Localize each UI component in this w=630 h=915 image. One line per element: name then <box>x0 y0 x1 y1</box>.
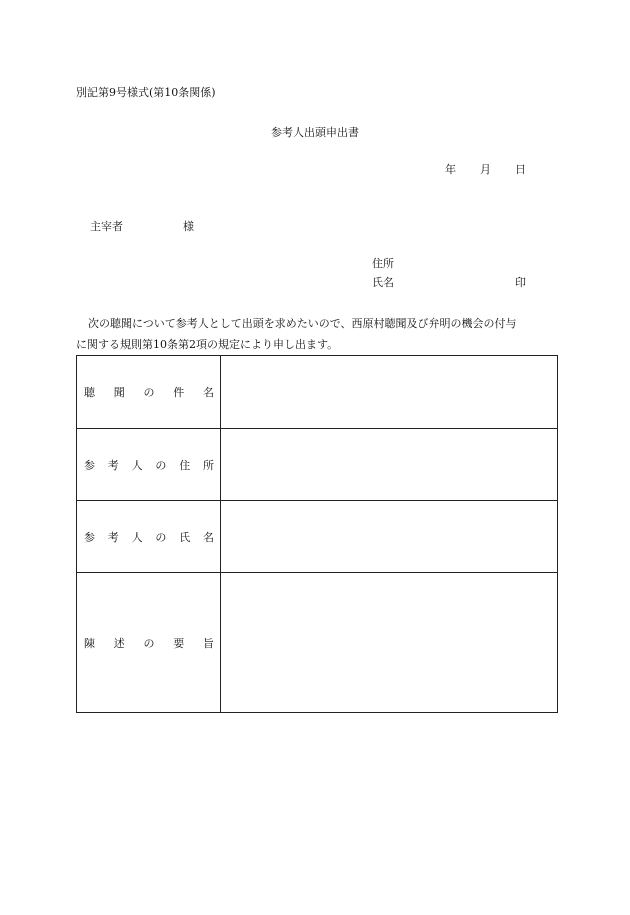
label-char: 聞 <box>113 386 125 399</box>
label-char: 要 <box>173 636 185 650</box>
label-char: 参 <box>84 458 95 472</box>
label-char: 述 <box>113 636 125 650</box>
witness-name-field[interactable] <box>221 501 558 573</box>
label-char: 参 <box>84 530 95 544</box>
date-year-label: 年 <box>445 163 456 176</box>
witness-address-field[interactable] <box>221 429 558 501</box>
applicant-address-label: 住所 <box>372 257 394 270</box>
applicant-name-label: 氏名 <box>372 276 394 289</box>
application-form-table <box>76 355 558 713</box>
row-label-cell <box>77 429 221 501</box>
seal-mark: 印 <box>515 276 526 289</box>
date-month-label: 月 <box>480 163 491 176</box>
statement-summary-field[interactable] <box>221 573 558 713</box>
date-day-label: 日 <box>515 163 526 176</box>
row-label-cell <box>77 501 221 573</box>
row-label-cell <box>77 573 221 713</box>
label-char: の <box>155 530 167 544</box>
label-char: 考 <box>107 530 119 544</box>
label-char: 名 <box>203 386 214 399</box>
label-char: 人 <box>131 458 143 472</box>
label-char: の <box>143 386 155 399</box>
request-statement <box>76 313 566 355</box>
label-char: 所 <box>202 458 214 472</box>
witness-name-label <box>77 529 220 545</box>
statement-line-1: 次の聴聞について参考人として出頭を求めたいので、西原村聴聞及び弁明の機会の付与 <box>88 317 517 330</box>
row-label-cell <box>77 356 221 429</box>
table-row-witness-address <box>77 429 558 501</box>
label-char: 聴 <box>84 386 95 399</box>
form-id: 別記第9号様式(第10条関係) <box>76 86 216 99</box>
addressee-label: 主宰者 <box>90 220 123 233</box>
label-char: の <box>143 636 155 650</box>
statement-line-2: に関する規則第10条第2項の規定により申し出ます。 <box>76 338 339 351</box>
label-char: 陳 <box>84 636 95 650</box>
label-char: 旨 <box>203 636 214 650</box>
table-row-witness-name <box>77 501 558 573</box>
addressee <box>90 218 194 234</box>
table-row-hearing-subject <box>77 356 558 429</box>
addressee-honorific: 様 <box>183 220 194 233</box>
label-char: 件 <box>173 386 185 399</box>
label-char: の <box>155 458 167 472</box>
witness-address-label <box>77 457 220 473</box>
label-char: 氏 <box>179 530 191 544</box>
document-title: 参考人出頭申出書 <box>271 126 359 139</box>
hearing-subject-label <box>77 384 220 400</box>
hearing-subject-field[interactable] <box>221 356 558 429</box>
statement-summary-label <box>77 635 220 651</box>
table-row-statement-summary <box>77 573 558 713</box>
label-char: 人 <box>131 530 143 544</box>
label-char: 住 <box>179 458 191 472</box>
label-char: 名 <box>202 530 214 544</box>
label-char: 考 <box>107 458 119 472</box>
